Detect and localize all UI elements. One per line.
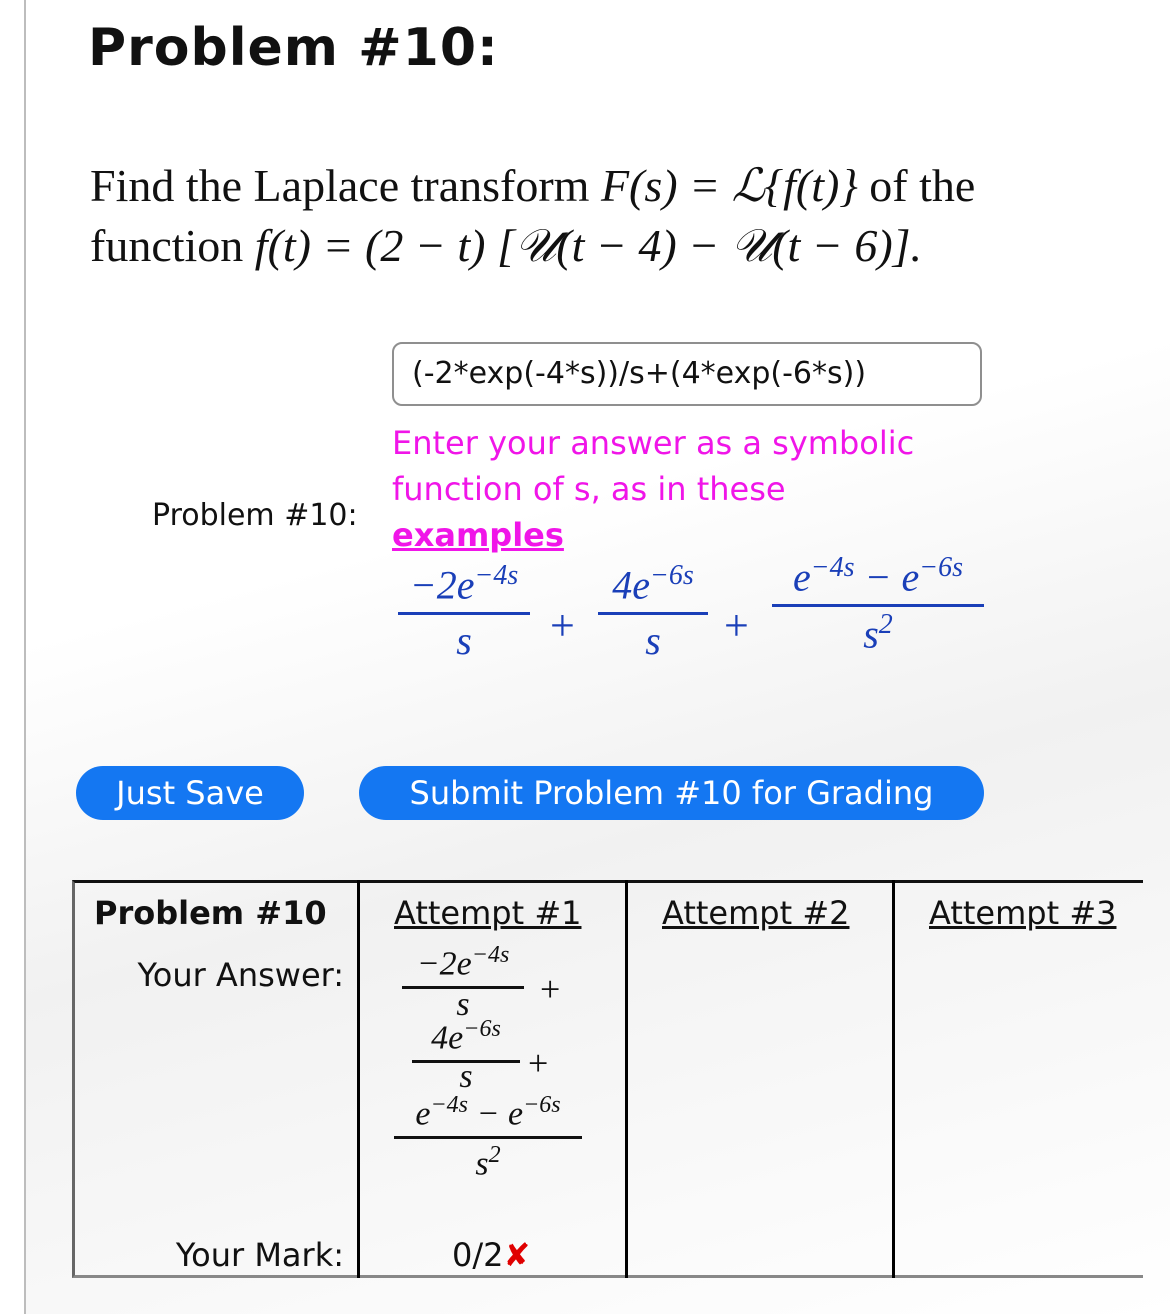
attempt-3-link[interactable]: Attempt #3 [929,894,1117,932]
table-header-problem: Problem #10 [94,894,327,932]
answer-plus: + [528,1043,549,1083]
problem-statement [90,156,1140,276]
attempts-table [72,880,1143,1280]
fraction-bar [398,612,530,615]
submit-button[interactable]: Submit Problem #10 for Grading [359,766,984,820]
page-title: Problem #10: [88,18,499,78]
fraction-bar [598,612,708,615]
ans-term3-num-a: e [415,1095,431,1133]
hint-line-2: function of s, as in these [392,470,786,508]
answer-hint [392,420,992,558]
term2-exp: −6s [649,560,694,591]
ans-term2-den: s [459,1058,473,1096]
statement-text-1: Find the Laplace transform [90,160,601,211]
answer-term-1 [402,942,524,1024]
ans-term3-exp-a: −4s [430,1092,469,1118]
statement-math-2: f(t) = (2 − t) [𝒰(t − 4) − 𝒰(t − 6)]. [254,220,923,271]
wrong-mark-icon: ✘ [503,1236,531,1274]
answer-term-2 [412,1016,520,1096]
ans-term3-exp-b: −6s [523,1092,561,1118]
ans-term3-mid: − e [468,1095,524,1133]
answer-plus: + [540,969,561,1009]
ans-term2-exp: −6s [463,1016,501,1042]
attempt-1-link[interactable]: Attempt #1 [394,894,582,932]
term1-exp: −4s [474,560,519,591]
term2-den: s [645,618,661,664]
ans-term1-num: −2e [416,945,472,983]
just-save-button[interactable]: Just Save [76,766,304,820]
term1-num: −2e [409,562,475,608]
ans-term3-den-exp: 2 [488,1142,501,1169]
plus-sign: + [724,601,749,650]
left-margin-rule [0,0,26,1314]
column-divider [892,880,895,1278]
table-frame [72,880,1143,1278]
preview-term-2 [598,560,708,664]
examples-link[interactable]: examples [392,516,564,554]
answer-input[interactable]: (-2*exp(-4*s))/s+(4*exp(-6*s)) [392,342,982,406]
mark-score: 0/2 [452,1236,504,1274]
term1-den: s [456,618,472,664]
ans-term2-num: 4e [431,1019,464,1057]
your-mark-label: Your Mark: [175,1236,344,1274]
statement-line-1 [90,156,1140,216]
term3-den: s [863,611,879,657]
answer-term-3 [394,1092,582,1184]
term3-exp-b: −6s [919,552,964,583]
ans-term3-den: s [475,1145,489,1183]
term3-exp-a: −4s [810,552,855,583]
column-divider [357,880,360,1278]
term3-mid: − e [854,554,920,600]
ans-term1-den: s [456,986,470,1024]
fraction-bar [394,1136,582,1139]
plus-sign: + [550,601,575,650]
term3-den-exp: 2 [878,609,893,641]
statement-text-2: function [90,220,255,271]
column-divider [625,880,628,1278]
attempt-2-link[interactable]: Attempt #2 [662,894,850,932]
ans-term1-exp: −4s [471,942,510,968]
hint-line-1: Enter your answer as a symbolic [392,424,915,462]
term2-num: 4e [612,562,650,608]
mark-value [452,1236,530,1274]
preview-term-1 [398,560,530,664]
preview-term-3 [772,552,984,658]
statement-line-2 [90,216,1140,276]
problem-side-label: Problem #10: [152,498,358,533]
statement-math-1: F(s) = ℒ{f(t)} [600,160,858,211]
statement-text-1-end: of the [857,160,976,211]
term3-num-a: e [792,554,811,600]
your-answer-label: Your Answer: [137,956,344,994]
fraction-bar [772,604,984,607]
